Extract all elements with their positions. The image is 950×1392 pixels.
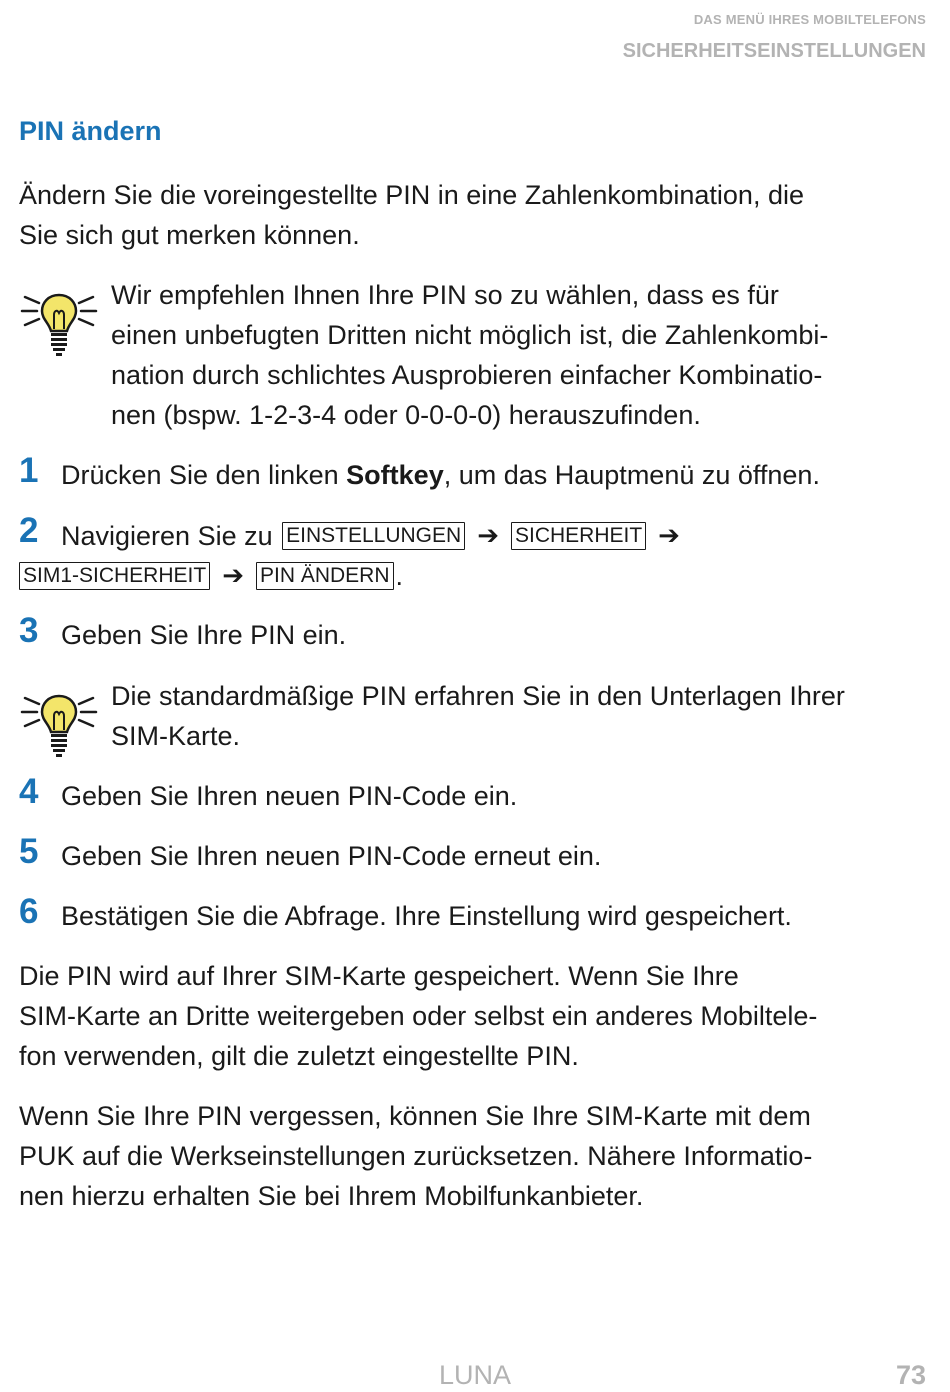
paragraph-line: fon verwenden, gilt die zuletzt eingestellte PIN. [19,1041,579,1071]
tip-line: Wir empfehlen Ihnen Ihre PIN so zu wählen, dass es für [111,280,779,310]
intro-line: Ändern Sie die voreingestellte PIN in eine Zahlenkombination, die [19,180,804,210]
tip-text [111,676,845,756]
menu-key-einstellungen: EINSTELLUNGEN [282,522,465,550]
step-number: 1 [19,451,39,490]
tip-line: SIM-Karte. [111,721,241,751]
step-text: Geben Sie Ihren neuen PIN-Code ein. [61,781,518,811]
step-text [61,515,690,556]
step-line: Navigieren Sie zu EINSTELLUNGEN ➔ SICHERHEIT ➔ [61,515,690,556]
tip-line: nen (bspw. 1-2-3-4 oder 0-0-0-0) herauszufinden. [111,400,701,430]
step-number: 2 [19,511,39,550]
intro-line: Sie sich gut merken können. [19,220,360,250]
step-number: 5 [19,832,39,871]
step-number: 4 [19,772,39,811]
section-header: SICHERHEITSEINSTELLUNGEN [622,40,926,62]
paragraph-line: nen hierzu erhalten Sie bei Ihrem Mobilfunkanbieter. [19,1181,644,1211]
arrow-right-icon: ➔ [658,520,680,550]
arrow-right-icon: ➔ [477,520,499,550]
puk-paragraph [19,1096,812,1216]
page-title: PIN ändern [19,116,162,146]
lightbulb-icon [19,281,99,361]
paragraph-line: Wenn Sie Ihre PIN vergessen, können Sie Ihre SIM-Karte mit dem [19,1101,811,1131]
step-text: Bestätigen Sie die Abfrage. Ihre Einstellung wird gespeichert. [61,901,792,931]
paragraph-line: SIM-Karte an Dritte weitergeben oder selbst ein anderes Mobiltele- [19,1001,818,1031]
step-text: Geben Sie Ihren neuen PIN-Code erneut ein. [61,841,602,871]
arrow-right-icon: ➔ [222,560,244,590]
tip-line: einen unbefugten Dritten nicht möglich ist, die Zahlenkombi- [111,320,829,350]
tip-text [111,275,828,435]
step-line: SIM1-SICHERHEIT ➔ PIN ÄNDERN . [19,555,403,596]
paragraph-line: Die PIN wird auf Ihrer SIM-Karte gespeichert. Wenn Sie Ihre [19,961,739,991]
menu-key-pin-aendern: PIN ÄNDERN [256,562,394,590]
menu-key-sim1-sicherheit: SIM1-SICHERHEIT [19,562,210,590]
paragraph-line: PUK auf die Werkseinstellungen zurücksetzen. Nähere Informatio- [19,1141,813,1171]
footer-brand: LUNA [438,1360,512,1390]
tip-line: Die standardmäßige PIN erfahren Sie in den Unterlagen Ihrer [111,681,845,711]
menu-key-sicherheit: SICHERHEIT [511,522,646,550]
step-number: 6 [19,892,39,931]
tip-line: nation durch schlichtes Ausprobieren einfacher Kombinatio- [111,360,823,390]
chapter-header: DAS MENÜ IHRES MOBILTELEFONS [693,12,926,27]
page-number: 73 [895,1360,926,1390]
step-text: Drücken Sie den linken Softkey, um das Hauptmenü zu öffnen. [61,460,820,490]
step-number: 3 [19,611,39,650]
lightbulb-icon [19,682,99,762]
softkey-label: Softkey [346,460,444,490]
step-text: Geben Sie Ihre PIN ein. [61,620,347,650]
info-paragraph [19,956,817,1076]
intro-paragraph [19,175,804,255]
